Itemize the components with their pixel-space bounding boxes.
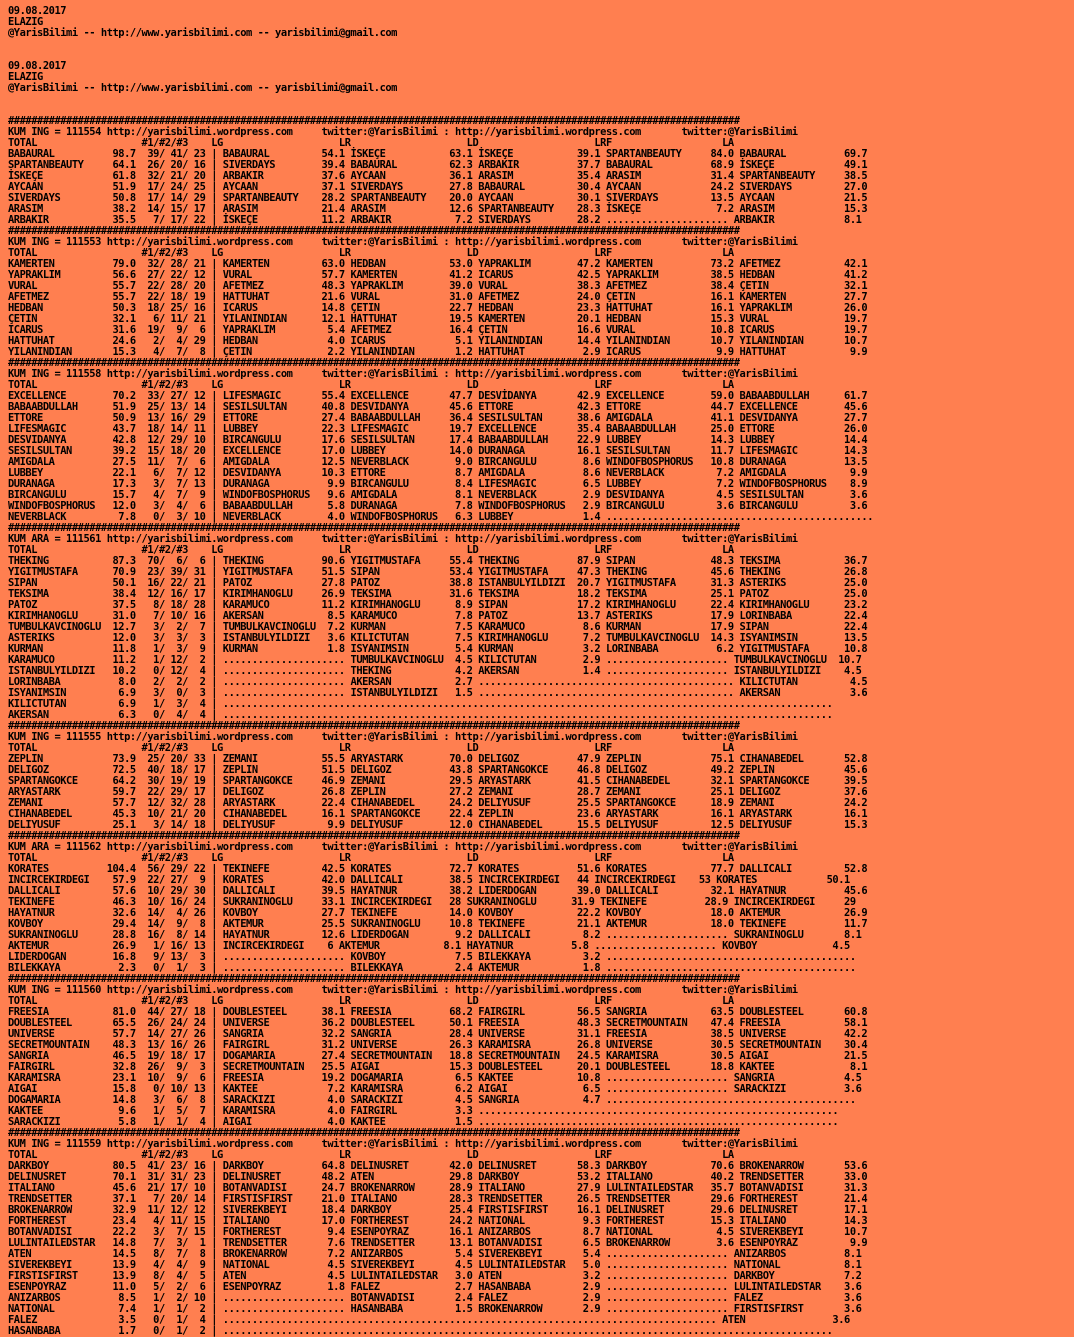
report-line: HASANBABA 1.7 0/ 1/ 2 | ......................................................................................................... (8, 1325, 833, 1337)
report-line: ############################################################################################################################## (8, 522, 740, 534)
report-line: KUM ING = 111553 http://yarisbilimi.wordpress.com twitter:@YarisBilimi : http://yarisbilimi.wordpress.com twitter:@YarisBilimi (8, 236, 798, 248)
report-line: PATOZ 37.5 8/ 18/ 28 | KARAMUCO 11.2 KIRIMHANOGLU 8.9 SIPAN 17.2 KIRIMHANOGLU 22.4 KIRIMHANOGLU 23.2 (8, 599, 868, 611)
report-line: TOTAL #1/#2/#3 LG LR LD LRF LA (8, 742, 734, 754)
report-line: THEKING 87.3 70/ 6/ 6 | THEKING 90.6 YIGITMUSTAFA 55.4 THEKING 87.9 SIPAN 48.3 TEKSIMA 36.7 (8, 555, 868, 567)
report-line: ITALIANO 45.6 21/ 17/ 10 | BOTANVADISI 24.7 BROKENARROW 28.9 ITALIANO 27.9 LULINTAILEDSTAR 35.7 BOTANVADISI 31.3 (8, 1182, 868, 1194)
report-line: TEKSIMA 38.4 12/ 16/ 17 | KIRIMHANOGLU 26.9 TEKSIMA 31.6 TEKSIMA 18.2 TEKSIMA 25.1 PATOZ 25.0 (8, 588, 868, 600)
report-line: LUBBEY 22.1 6/ 7/ 12 | DESVIDANYA 10.3 ETTORE 8.7 AMIGDALA 8.6 NEVERBLACK 7.2 AMIGDALA 9.9 (8, 467, 868, 479)
report-line: DESVIDANYA 42.8 12/ 29/ 10 | BIRCANGULU 17.6 SESILSULTAN 17.4 BABAABDULLAH 22.9 LUBBEY 14.3 LUBBEY 14.4 (8, 434, 868, 446)
report-line: INCIRCEKIRDEGI 57.9 22/ 27/ 9 | KORATES 42.0 DALLICALI 38.5 INCIRCEKIRDEGI 44 INCIRCEKIRDEGI 53 KORATES 50.1 (8, 874, 850, 886)
report-line: ############################################################################################################################## (8, 115, 740, 127)
report-line: LIDERDOGAN 16.8 9/ 13/ 3 | ..................... KOVBOY 7.5 BILEKKAYA 3.2 ........................................... (8, 951, 856, 963)
report-line: EXCELLENCE 70.2 33/ 27/ 12 | LIFESMAGIC 55.4 EXCELLENCE 47.7 DESVİDANYA 42.9 EXCELLENCE 59.0 BABAABDULLAH 61.7 (8, 390, 868, 402)
report-line: HATTUHAT 24.6 2/ 4/ 29 | HEDBAN 4.0 ICARUS 5.1 YILANINDIAN 14.4 YILANINDIAN 10.7 YILANINDIAN 10.7 (8, 335, 868, 347)
report-line: ############################################################################################################################## (8, 720, 740, 732)
report-line: AMIGDALA 27.5 11/ 7/ 6 | AMIGDALA 12.5 NEVERBLACK 9.0 BIRCANGULU 8.6 WINDOFBOSPHORUS 10.8 DURANAGA 13.5 (8, 456, 868, 468)
report-line: DALLICALI 57.6 10/ 29/ 30 | DALLICALI 39.5 HAYATNUR 38.2 LIDERDOGAN 39.0 DALLICALI 32.1 HAYATNUR 45.6 (8, 885, 868, 897)
report-line: SARACKIZI 5.8 1/ 1/ 4 | AIGAI 4.0 KAKTEE 1.5 .............................................................. (8, 1116, 839, 1128)
report-line: UNIVERSE 57.7 14/ 27/ 26 | SANGRIA 32.2 SANGRIA 28.4 UNIVERSE 31.1 FREESIA 38.5 UNIVERSE 42.2 (8, 1028, 868, 1040)
report-line: SESILSULTAN 39.2 15/ 18/ 20 | EXCELLENCE 17.0 LUBBEY 14.0 DURANAGA 16.1 SESILSULTAN 11.7 LIFESMAGIC 14.3 (8, 445, 868, 457)
report-line: BIRCANGULU 15.7 4/ 7/ 9 | WINDOFBOSPHORUS 9.6 AMIGDALA 8.1 NEVERBLACK 2.9 DESVIDANYA 4.5 SESILSULTAN 3.6 (8, 489, 868, 501)
report-line: AYCAAN 51.9 17/ 24/ 25 | AYCAAN 37.1 SIVERDAYS 27.8 BABAURAL 30.4 AYCAAN 24.2 SIVERDAYS 27.0 (8, 181, 868, 193)
report-line: ÇETIN 32.1 6/ 11/ 21 | YILANINDIAN 12.1 HATTUHAT 19.5 KAMERTEN 20.1 HEDBAN 15.3 VURAL 19.7 (8, 313, 868, 325)
report-line: FIRSTISFIRST 13.9 8/ 4/ 5 | ATEN 4.5 LULINTAILEDSTAR 3.0 ATEN 3.2 ..................... DARKBOY 7.2 (8, 1270, 862, 1282)
report-line: ############################################################################################################################## (8, 1127, 740, 1139)
report-line: CIHANABEDEL 45.3 10/ 21/ 20 | CIHANABEDEL 16.1 SPARTANGOKCE 22.4 ZEPLIN 23.6 ARYASTARK 16.1 ARYASTARK 16.1 (8, 808, 868, 820)
report-line: ICARUS 31.6 19/ 9/ 6 | YAPRAKLIM 5.4 AFETMEZ 16.4 ÇETIN 16.6 VURAL 10.8 ICARUS 19.7 (8, 324, 868, 336)
report-line: TOTAL #1/#2/#3 LG LR LD LRF LA (8, 247, 734, 259)
report-line: KARAMISRA 23.1 10/ 9/ 6 | FREESIA 19.2 DOGAMARIA 6.5 KAKTEE 10.8 ..................... SANGRIA 4.5 (8, 1072, 862, 1084)
report-line: KARAMUCO 11.2 1/ 12/ 2 | ..................... TUMBULKAVCINOGLU 4.5 KILICTUTAN 2.9 ..................... TUMBULKAVCINOGLU 10.7 (8, 654, 862, 666)
report-line: TUMBULKAVCINOGLU 12.7 3/ 2/ 7 | TUMBULKAVCINOGLU 7.2 KURMAN 7.5 KARAMUCO 8.6 KURMAN 17.9 SIPAN 22.4 (8, 621, 868, 633)
report-line: SPARTANGOKCE 64.2 30/ 19/ 19 | SPARTANGOKCE 46.9 ZEMANI 29.5 ARYASTARK 41.5 CIHANABEDEL 32.1 SPARTANGOKCE 39.5 (8, 775, 868, 787)
report-line: LULINTAILEDSTAR 14.8 7/ 3/ 1 | TRENDSETTER 7.6 TRENDSETTER 13.1 BOTANVADISI 6.5 BROKENARROW 3.6 ESENPOYRAZ 9.9 (8, 1237, 868, 1249)
report-line: YILANINDIAN 15.3 4/ 7/ 8 | ÇETIN 2.2 YILANINDIAN 1.2 HATTUHAT 2.9 ICARUS 9.9 HATTUHAT 9.9 (8, 346, 868, 358)
report-line: KIRIMHANOGLU 31.0 7/ 10/ 16 | AKERSAN 8.5 KARAMUCO 7.8 PATOZ 13.7 ASTERIKS 17.9 LORINBABA 22.4 (8, 610, 868, 622)
report-line: SPARTANBEAUTY 64.1 26/ 20/ 16 | SIVERDAYS 39.4 BABAURAL 62.3 ARBAKIR 37.7 BABAURAL 68.9 İSKEÇE 49.1 (8, 159, 868, 171)
report-line: KUM ING = 111558 http://yarisbilimi.wordpress.com twitter:@YarisBilimi : http://yarisbilimi.wordpress.com twitter:@YarisBilimi (8, 368, 798, 380)
report-line: DOUBLESTEEL 65.5 26/ 24/ 24 | UNIVERSE 36.2 DOUBLESTEEL 50.1 FREESIA 48.3 SECRETMOUNTAIN 47.4 FREESIA 58.1 (8, 1017, 868, 1029)
report-line: AKERSAN 6.3 0/ 4/ 4 | ......................................................................................................... (8, 709, 833, 721)
report-line: TOTAL #1/#2/#3 LG LR LD LRF LA (8, 137, 734, 149)
report-line: SIPAN 50.1 16/ 22/ 21 | PATOZ 27.8 PATOZ 38.8 ISTANBULYILDIZI 20.7 YIGITMUSTAFA 31.3 ASTERIKS 25.0 (8, 577, 868, 589)
report-line: BABAABDULLAH 51.9 25/ 13/ 14 | SESILSULTAN 40.8 DESVIDANYA 45.6 ETTORE 42.3 ETTORE 44.7 EXCELLENCE 45.6 (8, 401, 868, 413)
report-line: FREESIA 81.0 44/ 27/ 18 | DOUBLESTEEL 38.1 FREESIA 68.2 FAIRGIRL 56.5 SANGRIA 63.5 DOUBLESTEEL 60.8 (8, 1006, 868, 1018)
report-line: LORINBABA 8.0 2/ 2/ 2 | ..................... AKERSAN 2.7 ............................................ KILICTUTAN 4.5 (8, 676, 868, 688)
report-line: ELAZIG (8, 16, 43, 28)
report-line (8, 39, 1074, 50)
report-line: YAPRAKLIM 56.6 27/ 22/ 12 | VURAL 57.7 KAMERTEN 41.2 ICARUS 42.5 YAPRAKLIM 38.5 HEDBAN 41.2 (8, 269, 868, 281)
report-line: BABAURAL 98.7 39/ 41/ 23 | BABAURAL 54.1 İSKEÇE 63.1 İSKEÇE 39.1 SPARTANBEAUTY 84.0 BABAURAL 69.7 (8, 148, 868, 160)
report-line: TOTAL #1/#2/#3 LG LR LD LRF LA (8, 852, 734, 864)
report-line: @YarisBilimi -- http://www.yarisbilimi.com -- yarisbilimi@gmail.com (8, 82, 397, 94)
report-line: DOGAMARIA 14.8 3/ 6/ 8 | SARACKIZI 4.0 SARACKIZI 4.5 SANGRIA 4.7 ........................................... (8, 1094, 856, 1106)
report-line: TOTAL #1/#2/#3 LG LR LD LRF LA (8, 995, 734, 1007)
report-line: KORATES 104.4 56/ 29/ 22 | TEKINEFE 42.5 KORATES 72.7 KORATES 51.6 KORATES 77.7 DALLICALI 52.8 (8, 863, 868, 875)
report-line: SIVEREKBEYI 13.9 4/ 4/ 9 | NATIONAL 4.5 SIVEREKBEYI 4.5 LULINTAILEDSTAR 5.0 ..................... NATIONAL 8.1 (8, 1259, 862, 1271)
report-line: BROKENARROW 32.9 11/ 12/ 12 | SIVEREKBEYI 18.4 DARKBOY 25.4 FIRSTISFIRST 16.1 DELINUSRET 29.6 DELINUSRET 17.1 (8, 1204, 868, 1216)
report-line: TEKINEFE 46.3 10/ 16/ 24 | SUKRANINOGLU 33.1 INCIRCEKIRDEGI 28 SUKRANINOGLU 31.9 TEKINEFE 28.9 INCIRCEKIRDEGI 29 (8, 896, 856, 908)
report-line: SANGRIA 46.5 19/ 18/ 17 | DOGAMARIA 27.4 SECRETMOUNTAIN 18.8 SECRETMOUNTAIN 24.5 KARAMISRA 30.5 AIGAI 21.5 (8, 1050, 868, 1062)
report-line: ISYANIMSIN 6.9 3/ 0/ 3 | ..................... ISTANBULYILDIZI 1.5 ............................................ AKERSAN 3.6 (8, 687, 868, 699)
report-line: KOVBOY 29.4 14/ 9/ 8 | AKTEMUR 25.5 SUKRANINOGLU 10.8 TEKINEFE 21.1 AKTEMUR 18.0 TEKINEFE 11.7 (8, 918, 868, 930)
report-line: AIGAI 15.8 0/ 10/ 13 | KAKTEE 7.2 KARAMISRA 6.2 AIGAI 6.5 ..................... SARACKIZI 3.6 (8, 1083, 862, 1095)
report-line: DELIGOZ 72.5 40/ 18/ 17 | ZEPLIN 51.5 DELIGOZ 43.8 SPARTANGOKCE 46.8 DELIGOZ 49.2 ZEPLIN 45.6 (8, 764, 868, 776)
report-line: TRENDSETTER 37.1 7/ 20/ 14 | FIRSTISFIRST 21.0 ITALIANO 28.3 TRENDSETTER 26.5 TRENDSETTER 29.6 FORTHEREST 21.4 (8, 1193, 868, 1205)
report-line: KUM ING = 111555 http://yarisbilimi.wordpress.com twitter:@YarisBilimi : http://yarisbilimi.wordpress.com twitter:@YarisBilimi (8, 731, 798, 743)
report-line: VURAL 55.7 22/ 28/ 20 | AFETMEZ 48.3 YAPRAKLIM 39.0 VURAL 38.3 AFETMEZ 38.4 ÇETIN 32.1 (8, 280, 868, 292)
report-line: İSKEÇE 61.8 32/ 21/ 20 | ARBAKIR 37.6 AYCAAN 36.1 ARASIM 35.4 ARASIM 31.4 SPARTANBEAUTY 38.5 (8, 170, 868, 182)
report-line: 09.08.2017 (8, 5, 67, 17)
report-line: ELAZIG (8, 71, 43, 83)
report-line (8, 50, 1074, 61)
report-line: KUM ARA = 111562 http://yarisbilimi.wordpress.com twitter:@YarisBilimi : http://yarisbilimi.wordpress.com twitter:@YarisBilimi (8, 841, 798, 853)
report-line (8, 94, 1074, 105)
report-line: TOTAL #1/#2/#3 LG LR LD LRF LA (8, 1149, 734, 1161)
report-line: KAKTEE 9.6 1/ 5/ 7 | KARAMISRA 4.0 FAIRGIRL 3.3 .............................................................. (8, 1105, 839, 1117)
report-line: DURANAGA 17.3 3/ 7/ 13 | DURANAGA 9.9 BIRCANGULU 8.4 LIFESMAGIC 6.5 LUBBEY 7.2 WINDOFBOSPHORUS 8.9 (8, 478, 868, 490)
report-line: ANIZARBOS 8.5 1/ 2/ 10 | ..................... BOTANVADISI 2.4 FALEZ 2.9 ..................... FALEZ 3.6 (8, 1292, 862, 1304)
report-line: NATIONAL 7.4 1/ 1/ 2 | ..................... HASANBABA 1.5 BROKENARROW 2.9 ..................... FIRSTISFIRST 3.6 (8, 1303, 862, 1315)
report-line: TOTAL #1/#2/#3 LG LR LD LRF LA (8, 544, 734, 556)
report-line: AKTEMUR 26.9 1/ 16/ 13 | INCIRCEKIRDEGI 6 AKTEMUR 8.1 HAYATNUR 5.8 ..................... KOVBOY 4.5 (8, 940, 850, 952)
report-line: 09.08.2017 (8, 60, 67, 72)
report-line: ############################################################################################################################## (8, 225, 740, 237)
report-line: ISTANBULYILDIZI 10.2 0/ 12/ 4 | ..................... THEKING 4.2 AKERSAN 1.4 ..................... ISTANBULYILDIZI 4.5 (8, 665, 862, 677)
report-line: ZEPLIN 73.9 25/ 20/ 33 | ZEMANI 55.5 ARYASTARK 70.0 DELIGOZ 47.9 ZEPLIN 75.1 CIHANABEDEL 52.8 (8, 753, 868, 765)
report-line: BOTANVADISI 22.2 3/ 7/ 15 | FORTHEREST 9.4 ESENPOYRAZ 16.1 ANIZARBOS 8.7 NATIONAL 4.5 SIVEREKBEYI 10.7 (8, 1226, 868, 1238)
report-line: ATEN 14.5 8/ 7/ 8 | BROKENARROW 7.2 ANIZARBOS 5.4 SIVEREKBEYI 5.4 ..................... ANIZARBOS 8.1 (8, 1248, 862, 1260)
report-line: SIVERDAYS 50.8 17/ 14/ 29 | SPARTANBEAUTY 28.2 SPARTANBEAUTY 20.0 AYCAAN 30.1 SIVERDAYS 13.5 AYCAAN 21.5 (8, 192, 868, 204)
report-line: SECRETMOUNTAIN 48.3 13/ 16/ 26 | FAIRGIRL 31.2 UNIVERSE 26.3 KARAMISRA 26.8 UNIVERSE 30.5 SECRETMOUNTAIN 30.4 (8, 1039, 868, 1051)
report-line: ARYASTARK 59.7 22/ 29/ 17 | DELIGOZ 26.8 ZEPLIN 27.2 ZEMANI 28.7 ZEMANI 25.1 DELIGOZ 37.6 (8, 786, 868, 798)
report-line: ############################################################################################################################## (8, 830, 740, 842)
report-line: ARBAKIR 35.5 7/ 17/ 22 | İSKEÇE 11.2 ARBAKIR 7.2 SIVERDAYS 28.2 ..................... ARBAKIR 8.1 (8, 214, 862, 226)
report-line: FORTHEREST 23.4 4/ 11/ 15 | ITALIANO 17.0 FORTHEREST 24.2 NATIONAL 9.3 FORTHEREST 15.3 ITALIANO 14.3 (8, 1215, 868, 1227)
report-line: SUKRANINOGLU 28.8 16/ 8/ 14 | HAYATNUR 12.6 LIDERDOGAN 9.2 DALLICALI 8.2 ..................... SUKRANINOGLU 8.1 (8, 929, 862, 941)
report-line: ESENPOYRAZ 11.0 5/ 2/ 6 | ESENPOYRAZ 1.8 FALEZ 2.7 HASANBABA 2.9 ..................... LULINTAILEDSTAR 3.6 (8, 1281, 862, 1293)
report-line: FAIRGIRL 32.8 26/ 9/ 3 | SECRETMOUNTAIN 25.5 AIGAI 15.3 DOUBLESTEEL 20.1 DOUBLESTEEL 18.8 KAKTEE 8.1 (8, 1061, 868, 1073)
report-line: BILEKKAYA 2.3 0/ 1/ 3 | ..................... BILEKKAYA 2.4 AKTEMUR 1.8 ........................................... (8, 962, 856, 974)
report-line: ############################################################################################################################## (8, 973, 740, 985)
report-line: ETTORE 50.9 13/ 16/ 29 | ETTORE 27.4 BABAABDULLAH 36.4 SESILSULTAN 38.6 AMIGDALA 41.1 DESVIDANYA 27.7 (8, 412, 868, 424)
report-line: ASTERIKS 12.0 3/ 3/ 3 | ISTANBULYILDIZI 3.6 KILICTUTAN 7.5 KIRIMHANOGLU 7.2 TUMBULKAVCINOGLU 14.3 ISYANIMSIN 13.5 (8, 632, 868, 644)
report-line: YIGITMUSTAFA 70.9 23/ 39/ 31 | YIGITMUSTAFA 51.5 SIPAN 53.4 YIGITMUSTAFA 47.3 THEKING 45.6 THEKING 26.8 (8, 566, 868, 578)
report-line: HAYATNUR 32.6 14/ 4/ 26 | KOVBOY 27.7 TEKINEFE 14.0 KOVBOY 22.2 KOVBOY 18.0 AKTEMUR 26.9 (8, 907, 868, 919)
report-line: KUM ING = 111559 http://yarisbilimi.wordpress.com twitter:@YarisBilimi : http://yarisbilimi.wordpress.com twitter:@YarisBilimi (8, 1138, 798, 1150)
report-line: ARASIM 38.2 14/ 15/ 17 | ARASIM 21.4 ARASIM 12.6 SPARTANBEAUTY 28.3 İSKEÇE 7.2 ARASIM 15.3 (8, 203, 868, 215)
report-line: ############################################################################################################################## (8, 357, 740, 369)
report-line: WINDOFBOSPHORUS 12.0 3/ 4/ 6 | BABAABDULLAH 5.8 DURANAGA 7.8 WINDOFBOSPHORUS 2.9 BIRCANGULU 3.6 BIRCANGULU 3.6 (8, 500, 868, 512)
report-line: HEDBAN 50.3 18/ 25/ 16 | ICARUS 14.8 ÇETIN 22.7 HEDBAN 23.3 HATTUHAT 16.1 YAPRAKLIM 26.0 (8, 302, 868, 314)
report-line: KILICTUTAN 6.9 1/ 3/ 4 | ......................................................................................................... (8, 698, 833, 710)
report-line: KURMAN 11.8 1/ 3/ 9 | KURMAN 1.8 ISYANIMSIN 5.4 KURMAN 3.2 LORINBABA 6.2 YIGITMUSTAFA 10.8 (8, 643, 868, 655)
report-line: @YarisBilimi -- http://www.yarisbilimi.com -- yarisbilimi@gmail.com (8, 27, 397, 39)
report-line: KUM ING = 111560 http://yarisbilimi.wordpress.com twitter:@YarisBilimi : http://yarisbilimi.wordpress.com twitter:@YarisBilimi (8, 984, 798, 996)
report-line: FALEZ 3.5 0/ 1/ 4 | ..................................................................................... ATEN 3.6 (8, 1314, 850, 1326)
report-line: DELIYUSUF 25.1 3/ 14/ 18 | DELIYUSUF 9.9 DELIYUSUF 12.0 CIHANABEDEL 15.5 DELIYUSUF 12.5 DELIYUSUF 15.3 (8, 819, 868, 831)
report-line: AFETMEZ 55.7 22/ 18/ 19 | HATTUHAT 21.6 VURAL 31.0 AFETMEZ 24.0 ÇETIN 16.1 KAMERTEN 27.7 (8, 291, 868, 303)
report-line: LIFESMAGIC 43.7 18/ 14/ 11 | LUBBEY 22.3 LIFESMAGIC 19.7 EXCELLENCE 35.4 BABAABDULLAH 25.0 ETTORE 26.0 (8, 423, 868, 435)
report-line: DELINUSRET 70.1 31/ 31/ 23 | DELINUSRET 48.2 ATEN 29.8 DARKBOY 53.2 ITALIANO 40.2 TRENDSETTER 33.0 (8, 1171, 868, 1183)
report-line: KUM ING = 111554 http://yarisbilimi.wordpress.com twitter:@YarisBilimi : http://yarisbilimi.wordpress.com twitter:@YarisBilimi (8, 126, 798, 138)
report-line: TOTAL #1/#2/#3 LG LR LD LRF LA (8, 379, 734, 391)
report-line: ZEMANI 57.7 12/ 32/ 28 | ARYASTARK 22.4 CIHANABEDEL 24.2 DELIYUSUF 25.5 SPARTANGOKCE 18.9 ZEMANI 24.2 (8, 797, 868, 809)
report-line: DARKBOY 80.5 41/ 23/ 16 | DARKBOY 64.8 DELINUSRET 42.0 DELINUSRET 58.3 DARKBOY 70.6 BROKENARROW 53.6 (8, 1160, 868, 1172)
report-line: NEVERBLACK 7.8 0/ 3/ 10 | NEVERBLACK 4.0 WINDOFBOSPHORUS 6.3 LUBBEY 1.4 .............................................. (8, 511, 874, 523)
report-line: KUM ARA = 111561 http://yarisbilimi.wordpress.com twitter:@YarisBilimi : http://yarisbilimi.wordpress.com twitter:@YarisBilimi (8, 533, 798, 545)
report-line: KAMERTEN 79.0 32/ 28/ 21 | KAMERTEN 63.0 HEDBAN 53.0 YAPRAKLIM 47.2 KAMERTEN 73.2 AFETMEZ 42.1 (8, 258, 868, 270)
